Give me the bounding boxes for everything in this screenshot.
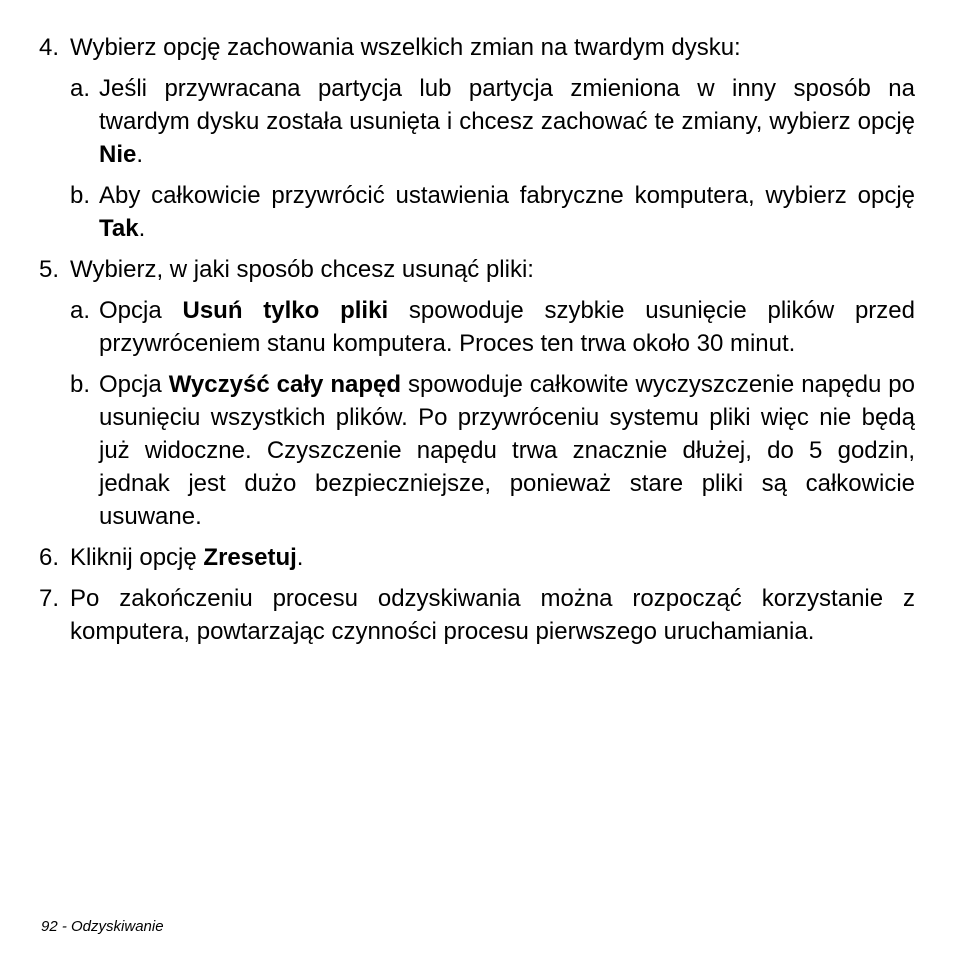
substep-text: Opcja Wyczyść cały napęd spowoduje całkowite wyczyszczenie napędu po usunięciu wszystkich plików. Po przywróceniu systemu pliki więc nie będą już widoczne. Czyszczenie napędu trwa znacznie dłużej, do 5 godzin, jednak jest dużo bezpieczniejsze, ponieważ stare pliki są całkowicie usuwane. <box>99 371 915 530</box>
document-body <box>39 31 915 656</box>
step-text: Wybierz, w jaki sposób chcesz usunąć pliki: <box>70 256 534 283</box>
step-4b <box>70 179 915 245</box>
step-text: Kliknij opcję Zresetuj. <box>70 544 304 571</box>
substep-text: Aby całkowicie przywrócić ustawienia fabryczne komputera, wybierz opcję Tak. <box>99 182 915 242</box>
step-number: 6. <box>39 544 60 571</box>
step-number: 5. <box>39 256 60 283</box>
substep-text: Jeśli przywracana partycja lub partycja zmieniona w inny sposób na twardym dysku została usunięta i chcesz zachować te zmiany, wybierz opcję Nie. <box>99 75 915 168</box>
option-nie: Nie <box>99 141 137 168</box>
step-7 <box>39 582 915 648</box>
option-usun-tylko-pliki: Usuń tylko pliki <box>182 297 389 324</box>
option-zresetuj: Zresetuj <box>203 544 297 571</box>
substep-letter: a. <box>70 297 91 324</box>
step-6 <box>39 541 915 574</box>
step-number: 4. <box>39 34 60 61</box>
step-5b <box>70 368 915 533</box>
step-4 <box>39 31 915 64</box>
step-text: Po zakończeniu procesu odzyskiwania można rozpocząć korzystanie z komputera, powtarzając czynności procesu pierwszego uruchamiania. <box>70 585 915 645</box>
substep-letter: b. <box>70 371 91 398</box>
step-4a <box>70 72 915 171</box>
substep-letter: a. <box>70 75 91 102</box>
step-5a <box>70 294 915 360</box>
page-footer: 92 - Odzyskiwanie <box>41 918 164 935</box>
option-wyczysc-caly-naped: Wyczyść cały napęd <box>168 371 402 398</box>
step-number: 7. <box>39 585 60 612</box>
substep-letter: b. <box>70 182 91 209</box>
step-5 <box>39 253 915 286</box>
option-tak: Tak <box>99 215 139 242</box>
substep-text: Opcja Usuń tylko pliki spowoduje szybkie usunięcie plików przed przywróceniem stanu komputera. Proces ten trwa około 30 minut. <box>99 297 915 357</box>
step-text: Wybierz opcję zachowania wszelkich zmian na twardym dysku: <box>70 34 741 61</box>
